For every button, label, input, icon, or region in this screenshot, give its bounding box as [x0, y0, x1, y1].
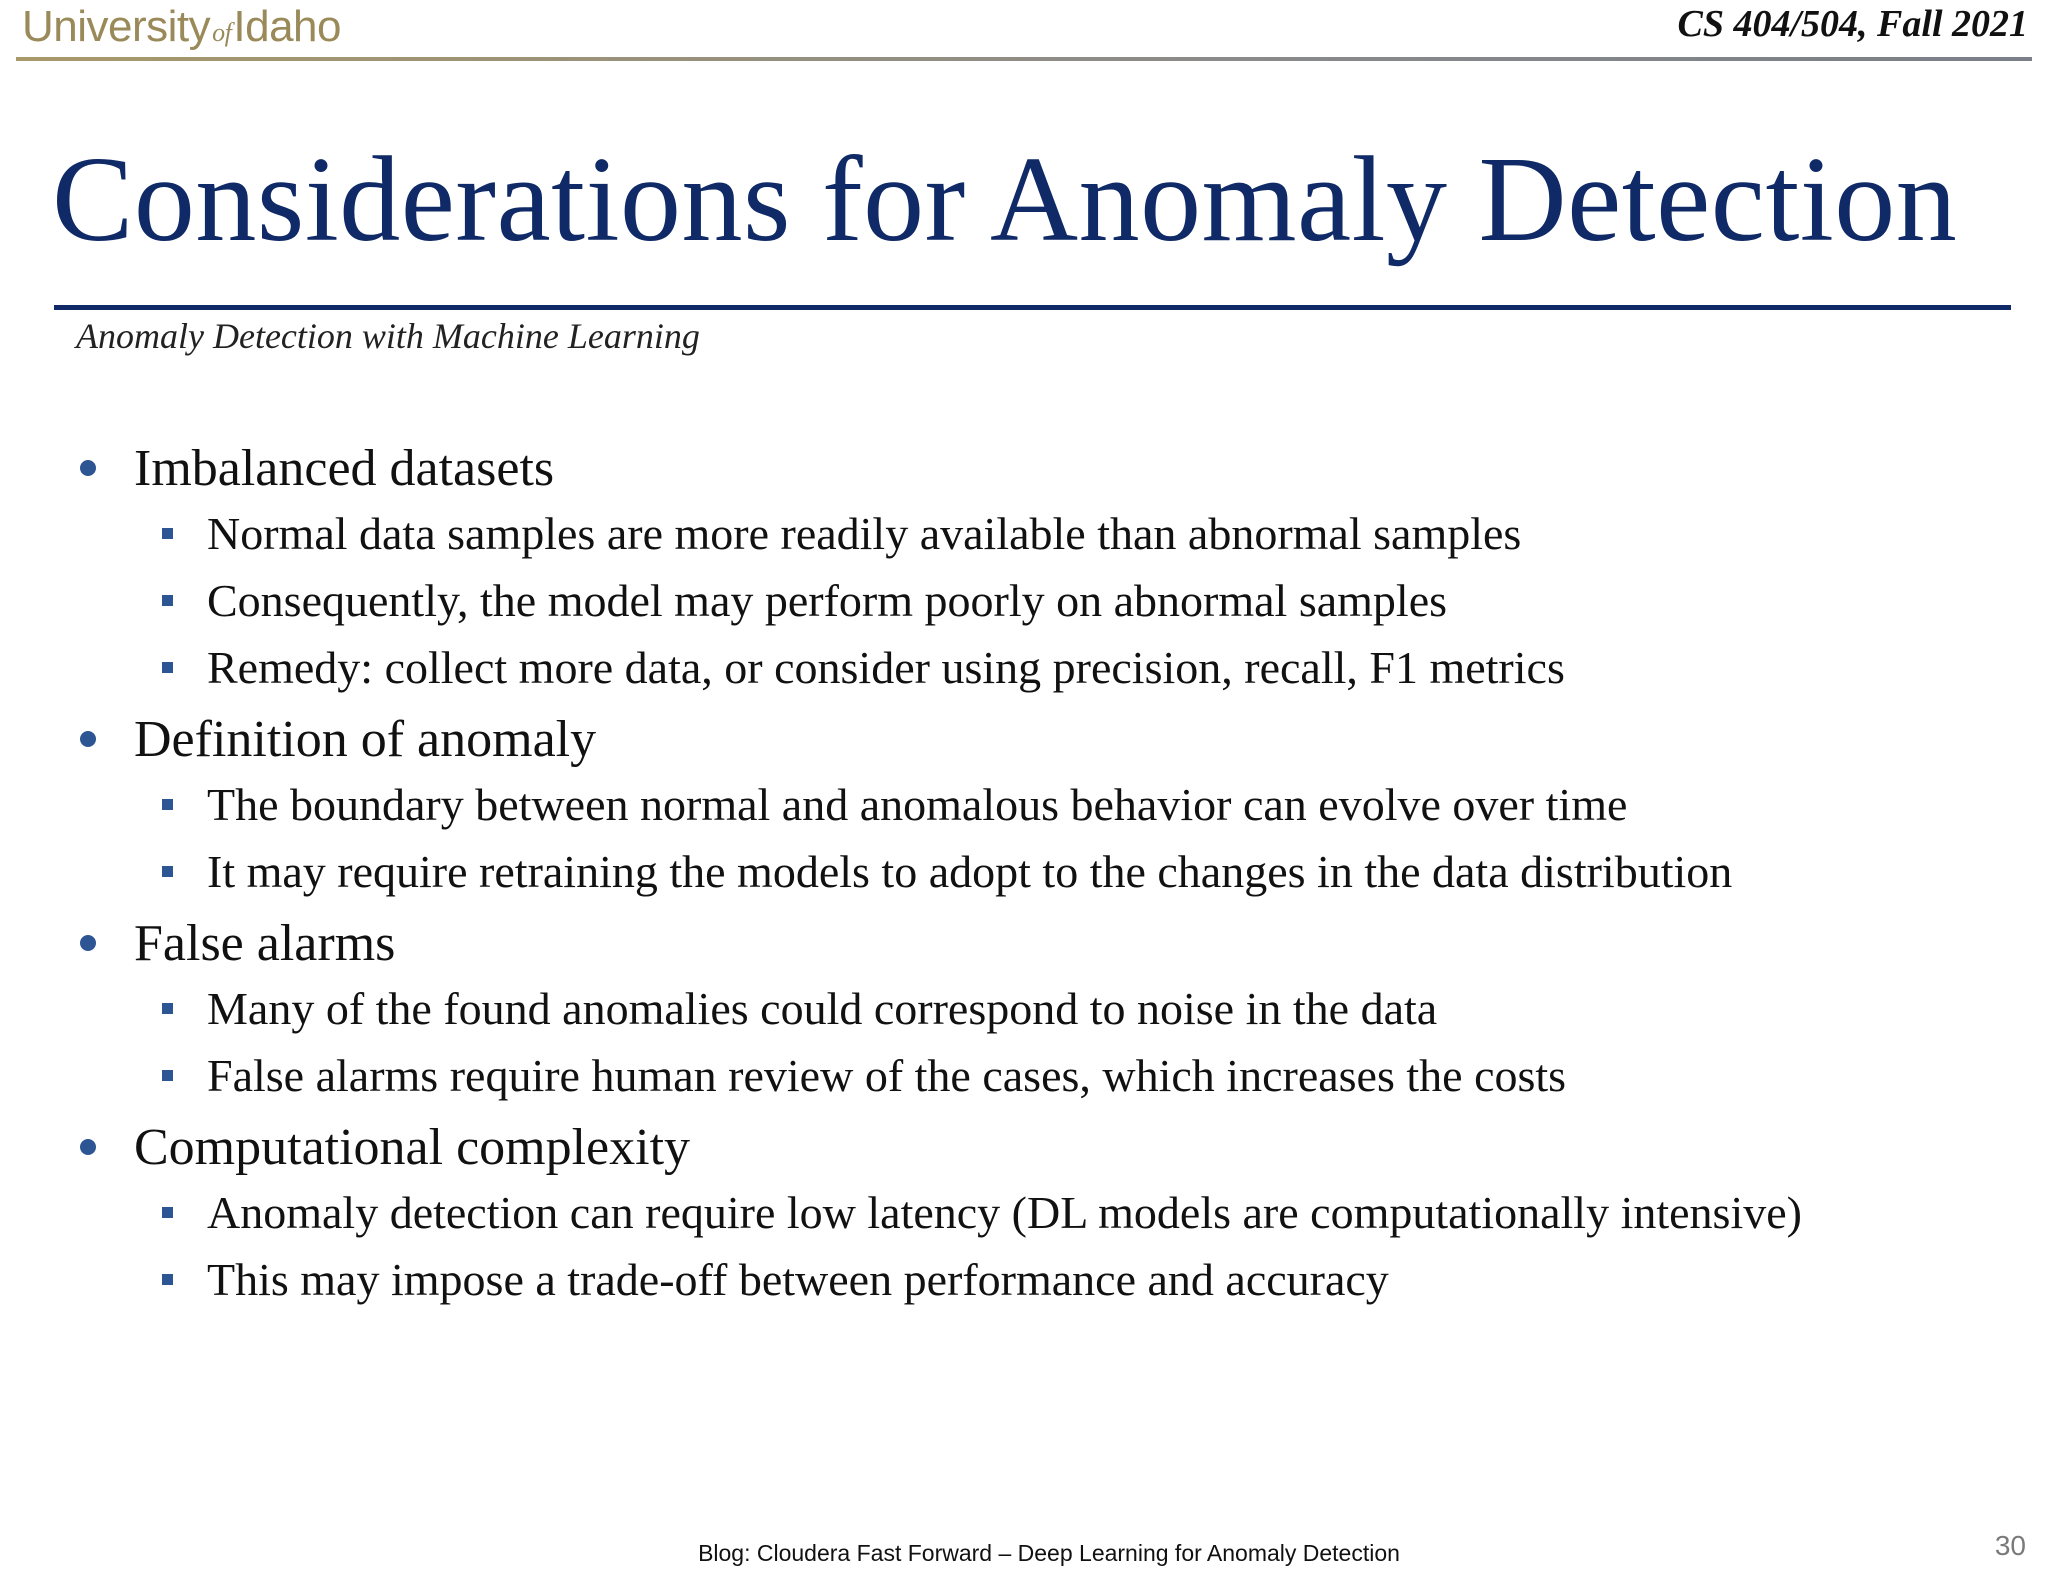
sub-bullet-item	[72, 838, 2032, 905]
square-bullet-icon	[162, 528, 173, 539]
sub-bullet-item	[72, 1042, 2032, 1109]
square-bullet-icon	[162, 595, 173, 606]
sub-bullet-list	[72, 771, 2032, 905]
course-label: CS 404/504, Fall 2021	[1677, 3, 2028, 45]
topic-item	[72, 911, 2032, 975]
topic-label: False alarms	[134, 914, 396, 972]
logo-idaho-text: Idaho	[233, 2, 341, 51]
sub-bullet-item	[72, 500, 2032, 567]
header-divider	[16, 57, 2032, 61]
sub-bullet-item	[72, 1246, 2032, 1313]
round-bullet-icon	[80, 1139, 96, 1155]
sub-bullet-text: False alarms require human review of the cases, which increases the costs	[207, 1050, 1567, 1101]
title-divider	[54, 305, 2011, 310]
topic-label: Computational complexity	[134, 1118, 691, 1176]
square-bullet-icon	[162, 866, 173, 877]
sub-bullet-text: Anomaly detection can require low latency (DL models are computationally intensive)	[207, 1187, 1802, 1238]
sub-bullet-list	[72, 975, 2032, 1109]
topic-item	[72, 436, 2032, 500]
bullet-list	[72, 436, 2032, 1319]
square-bullet-icon	[162, 1070, 173, 1081]
round-bullet-icon	[80, 460, 96, 476]
square-bullet-icon	[162, 662, 173, 673]
slide-title: Considerations for Anomaly Detection	[52, 132, 1958, 267]
topic-label: Definition of anomaly	[134, 710, 597, 768]
footer-source-note: Blog: Cloudera Fast Forward – Deep Learning for Anomaly Detection	[698, 1540, 1400, 1566]
university-logo	[22, 2, 341, 58]
sub-bullet-text: Normal data samples are more readily available than abnormal samples	[207, 508, 1522, 559]
sub-bullet-list	[72, 500, 2032, 701]
logo-of-text: of	[212, 18, 232, 47]
sub-bullet-text: This may impose a trade-off between performance and accuracy	[207, 1254, 1389, 1305]
topic-item	[72, 707, 2032, 771]
sub-bullet-item	[72, 975, 2032, 1042]
logo-university-text: University	[22, 2, 211, 51]
round-bullet-icon	[80, 935, 96, 951]
sub-bullet-text: The boundary between normal and anomalous behavior can evolve over time	[207, 779, 1628, 830]
sub-bullet-list	[72, 1179, 2032, 1313]
topic-label: Imbalanced datasets	[134, 439, 555, 497]
sub-bullet-text: Many of the found anomalies could correspond to noise in the data	[207, 983, 1438, 1034]
slide-subtitle: Anomaly Detection with Machine Learning	[76, 316, 700, 356]
sub-bullet-text: It may require retraining the models to adopt to the changes in the data distribution	[207, 846, 1733, 897]
square-bullet-icon	[162, 799, 173, 810]
round-bullet-icon	[80, 731, 96, 747]
sub-bullet-text: Remedy: collect more data, or consider using precision, recall, F1 metrics	[207, 642, 1565, 693]
square-bullet-icon	[162, 1274, 173, 1285]
sub-bullet-text: Consequently, the model may perform poorly on abnormal samples	[207, 575, 1448, 626]
sub-bullet-item	[72, 1179, 2032, 1246]
page-number: 30	[1994, 1530, 2026, 1561]
sub-bullet-item	[72, 771, 2032, 838]
sub-bullet-item	[72, 634, 2032, 701]
sub-bullet-item	[72, 567, 2032, 634]
square-bullet-icon	[162, 1003, 173, 1014]
square-bullet-icon	[162, 1207, 173, 1218]
topic-item	[72, 1115, 2032, 1179]
